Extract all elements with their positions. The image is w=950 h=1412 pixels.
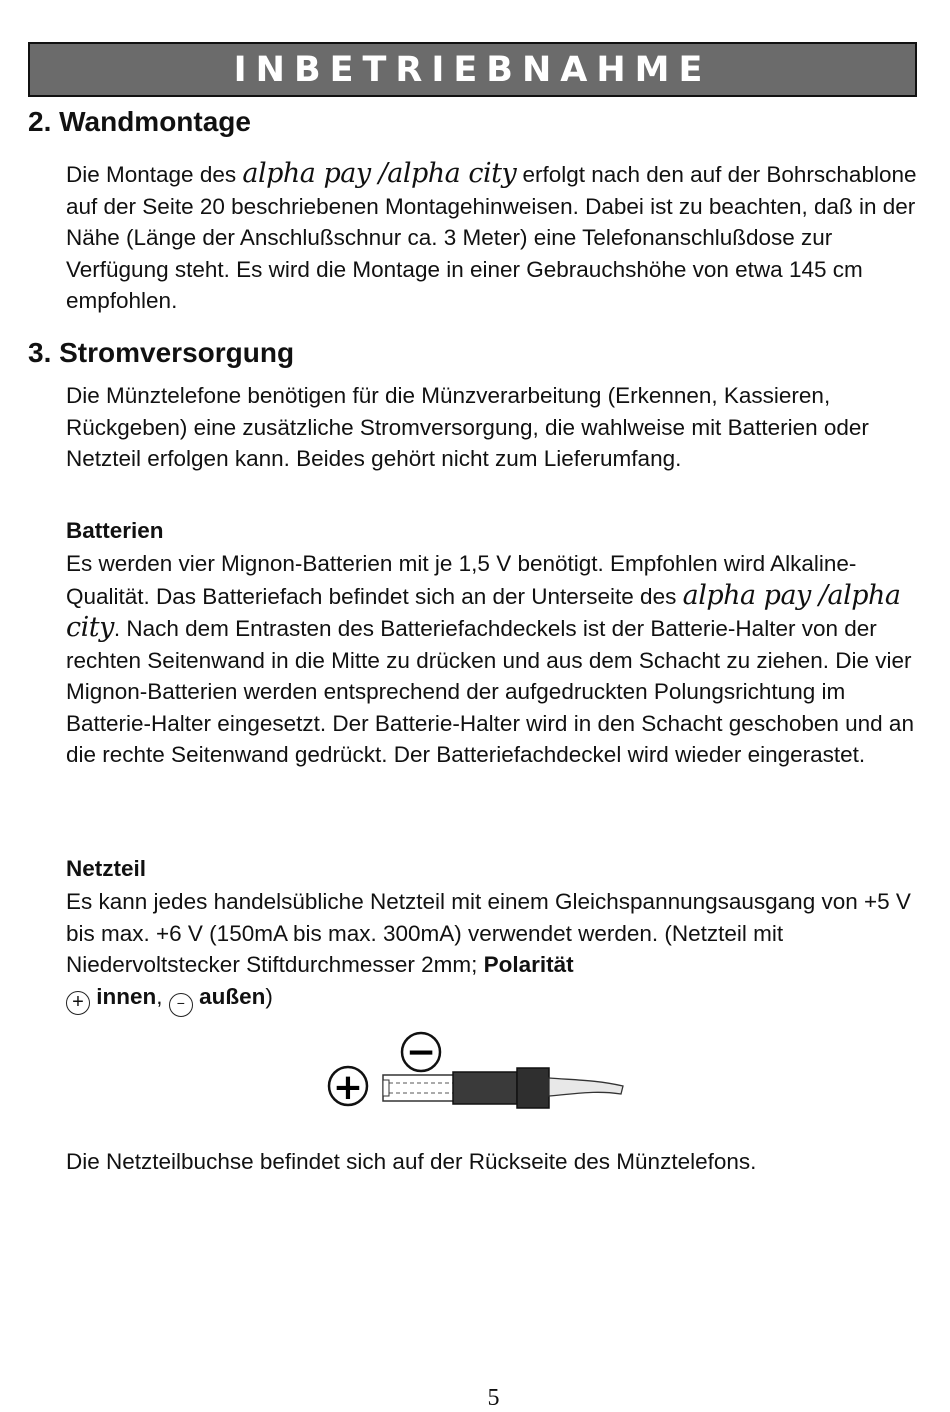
section-banner: [28, 42, 917, 97]
plus-circle-icon: +: [66, 991, 90, 1015]
polarity-label: Polarität: [483, 952, 574, 977]
plug-grip: [517, 1068, 549, 1108]
section-2-text: erfolgt nach den auf der Bohrschablone auf der Seite 20 beschriebenen Montagehinweisen. Dabei ist zu beachten, daß in der Nähe (Länge der Anschlußschnur ca. 3 Meter) eine Telefonanschlußdose zur Verfügung steht. Es wird die Montage in einer Gebrauchshöhe von etwa 145 cm empfohlen.: [66, 162, 917, 313]
brand-name: alpha pay /alpha city: [242, 158, 517, 189]
banner-title: INBETRIEBNAHME: [233, 49, 712, 90]
batteries-text-after: . Nach dem Entrasten des Batteriefachdeckels ist der Batterie-Halter von der rechten Seitenwand in die Mitte zu drücken und aus dem Schacht zu ziehen. Die vier Mignon-Batterien werden entsprechend der aufgedruckten Polungsrichtung im Batterie-Halter eingesetzt. Der Batterie-Halter wird in den Schacht geschoben und an die rechte Seitenwand gedrückt. Der Batteriefachdeckel wird wieder eingerastet.: [66, 616, 914, 767]
minus-circle-icon: −: [169, 993, 193, 1017]
inner-label: innen: [96, 983, 157, 1009]
power-supply-heading: Netzteil: [66, 856, 147, 881]
power-supply-paragraph: Es kann jedes handelsübliche Netzteil mit einem Gleichspannungsausgang von +5 V bis max. +6 V (150mA bis max. 300mA) verwendet werden. (Netzteil mit Niedervoltstecker Stiftdurchmesser 2mm; Polarität + innen, − außen): [66, 886, 922, 1017]
section-2-intro: Die Montage des: [66, 162, 243, 187]
footer-note: Die Netzteilbuchse befindet sich auf der Rückseite des Münztelefons.: [66, 1149, 757, 1174]
power-supply-text: Es kann jedes handelsübliche Netzteil mit einem Gleichspannungsausgang von +5 V bis max. +6 V (150mA bis max. 300mA) verwendet werden. (Netzteil mit Niedervoltstecker Stiftdurchmesser 2mm;: [66, 889, 911, 977]
plug-tip: [383, 1080, 389, 1096]
section-3-title: 3. Stromversorgung: [28, 337, 295, 368]
plug-cable: [549, 1078, 623, 1096]
section-2-title: 2. Wandmontage: [28, 106, 251, 137]
plug-barrel: [383, 1075, 455, 1101]
minus-pole-label: −: [405, 1032, 437, 1073]
brand-name: alpha pay /alpha city: [66, 579, 901, 643]
batteries-heading: Batterien: [66, 518, 164, 543]
plug-body: [453, 1072, 517, 1104]
batteries-paragraph: [66, 548, 922, 771]
outer-label: außen: [199, 983, 266, 1009]
dc-plug-diagram: [325, 1028, 635, 1118]
section-2-paragraph: [66, 158, 922, 317]
section-3-intro: Die Münztelefone benötigen für die Münzverarbeitung (Erkennen, Kassieren, Rückgeben) eine zusätzliche Stromversorgung, die wahlweise mit Batterien oder Netzteil erfolgen kann. Beides gehört nicht zum Lieferumfang.: [66, 383, 869, 471]
plus-pole-label: +: [332, 1067, 364, 1108]
batteries-text-before: Es werden vier Mignon-Batterien mit je 1,5 V benötigt. Empfohlen wird Alkaline-Qualität. Das Batteriefach befindet sich an der Unterseite des: [66, 551, 857, 609]
page-number: 5: [487, 1385, 500, 1411]
